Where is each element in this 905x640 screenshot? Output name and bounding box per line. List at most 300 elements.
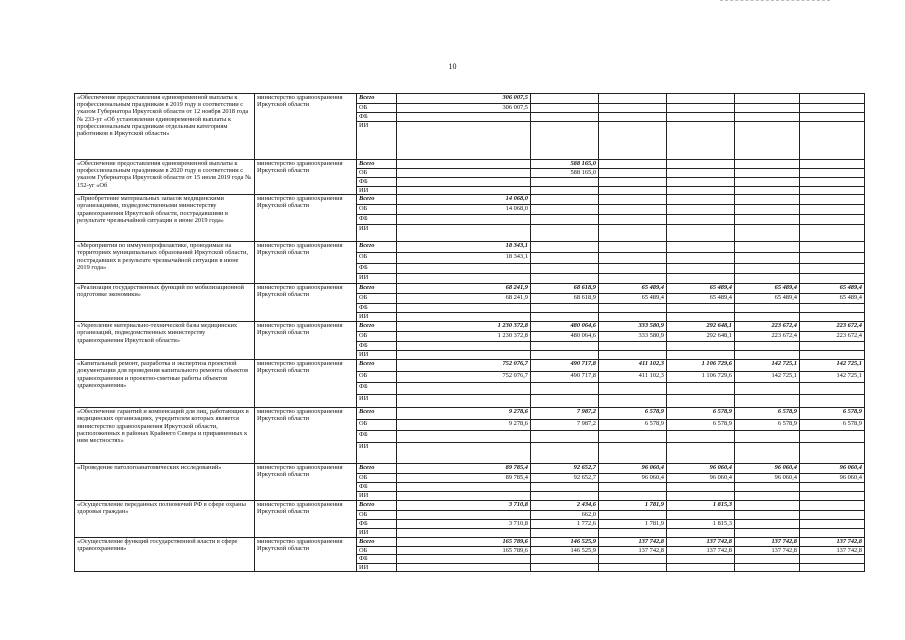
funding-source-fb: ФБ: [357, 342, 397, 351]
amount-cell: 1 781,9: [599, 501, 667, 511]
funding-source-ob: ОБ: [357, 253, 397, 264]
funding-source-total: Всего: [357, 284, 397, 294]
amount-cell: [667, 187, 735, 195]
amount-cell: 165 789,6: [397, 547, 531, 555]
funding-source-ii: ИИ: [357, 443, 397, 464]
amount-cell: [800, 225, 865, 242]
responsible-executor: министерство здравоохранения Иркутской области: [255, 160, 357, 195]
responsible-executor: министерство здравоохранения Иркутской области: [255, 538, 357, 572]
amount-cell: [599, 529, 667, 538]
amount-cell: [397, 187, 531, 195]
amount-cell: [735, 511, 800, 520]
amount-cell: [735, 492, 800, 501]
amount-cell: 1 106 729,6: [667, 372, 735, 383]
amount-cell: [735, 225, 800, 242]
amount-cell: [800, 529, 865, 538]
amount-cell: [667, 205, 735, 215]
amount-cell: [735, 205, 800, 215]
amount-cell: 137 742,8: [667, 538, 735, 547]
activity-name: «Приобретение материальных запасов медицинскими организациями, подведомственными министерству здравоохранения Иркутской области, пострадавшими в результате чрезвычайной ситуации в июне 2019 года»: [75, 195, 255, 242]
amount-cell: [735, 342, 800, 351]
amount-cell: [599, 178, 667, 187]
amount-cell: 18 343,1: [397, 242, 531, 253]
amount-cell: 137 742,8: [735, 538, 800, 547]
amount-cell: 137 742,8: [800, 547, 865, 555]
amount-cell: 1 815,3: [667, 501, 735, 511]
amount-cell: [599, 313, 667, 322]
activity-name: «Обеспечение предоставления единовременной выплаты к профессиональным праздникам в 2020 году в соответствии с указом Губернатора Иркутской области от 15 июля 2019 года № 152-уг «Об: [75, 160, 255, 195]
table-row: [75, 464, 865, 474]
funding-source-fb: ФБ: [357, 520, 397, 529]
amount-cell: [800, 443, 865, 464]
amount-cell: [531, 304, 599, 313]
amount-cell: 137 742,8: [599, 547, 667, 555]
amount-cell: 3 710,8: [397, 520, 531, 529]
amount-cell: 142 725,1: [800, 372, 865, 383]
table-row: [75, 284, 865, 294]
amount-cell: 9 278,6: [397, 408, 531, 420]
amount-cell: [667, 529, 735, 538]
amount-cell: [599, 395, 667, 408]
amount-cell: [735, 122, 800, 160]
amount-cell: [735, 483, 800, 492]
amount-cell: [531, 225, 599, 242]
funding-source-ob: ОБ: [357, 372, 397, 383]
funding-source-total: Всего: [357, 408, 397, 420]
amount-cell: [800, 431, 865, 443]
table-row: [75, 322, 865, 332]
amount-cell: [800, 195, 865, 205]
amount-cell: 1 106 729,6: [667, 360, 735, 372]
amount-cell: [397, 529, 531, 538]
amount-cell: 137 742,8: [800, 538, 865, 547]
amount-cell: 137 742,8: [735, 547, 800, 555]
amount-cell: [397, 563, 531, 571]
funding-source-ii: ИИ: [357, 122, 397, 160]
amount-cell: [735, 195, 800, 205]
amount-cell: [800, 205, 865, 215]
amount-cell: 292 648,1: [667, 332, 735, 342]
funding-source-fb: ФБ: [357, 555, 397, 563]
page-number: 10: [448, 62, 457, 71]
amount-cell: 6 578,9: [735, 408, 800, 420]
amount-cell: [599, 205, 667, 215]
amount-cell: [599, 94, 667, 104]
amount-cell: 6 578,9: [599, 420, 667, 431]
activity-name: «Укрепление материально-технической базы медицинских организаций, подведомственных министерству здравоохранения Иркутской области»: [75, 322, 255, 360]
amount-cell: [599, 264, 667, 274]
amount-cell: [397, 304, 531, 313]
amount-cell: [735, 113, 800, 122]
amount-cell: [667, 160, 735, 169]
amount-cell: [397, 395, 531, 408]
amount-cell: [531, 483, 599, 492]
amount-cell: 662,0: [531, 511, 599, 520]
funding-source-fb: ФБ: [357, 113, 397, 122]
amount-cell: [800, 555, 865, 563]
amount-cell: [397, 122, 531, 160]
amount-cell: [531, 563, 599, 571]
amount-cell: [531, 274, 599, 284]
amount-cell: [397, 342, 531, 351]
amount-cell: [667, 104, 735, 113]
amount-cell: [531, 431, 599, 443]
amount-cell: [800, 94, 865, 104]
funding-source-ii: ИИ: [357, 395, 397, 408]
amount-cell: 6 578,9: [667, 408, 735, 420]
amount-cell: [531, 529, 599, 538]
activity-name: «Осуществление функций государственной власти в сфере здравоохранения»: [75, 538, 255, 572]
amount-cell: 68 241,9: [397, 294, 531, 304]
amount-cell: [599, 555, 667, 563]
amount-cell: 65 489,4: [800, 284, 865, 294]
amount-cell: 65 489,4: [667, 284, 735, 294]
amount-cell: [397, 383, 531, 395]
amount-cell: [735, 253, 800, 264]
amount-cell: [800, 122, 865, 160]
amount-cell: 588 165,0: [531, 169, 599, 178]
amount-cell: [397, 483, 531, 492]
amount-cell: 411 102,3: [599, 372, 667, 383]
amount-cell: [667, 122, 735, 160]
amount-cell: [599, 563, 667, 571]
amount-cell: [599, 443, 667, 464]
funding-source-total: Всего: [357, 195, 397, 205]
amount-cell: 306 007,5: [397, 94, 531, 104]
amount-cell: [531, 104, 599, 113]
amount-cell: [599, 383, 667, 395]
amount-cell: [599, 169, 667, 178]
funding-source-total: Всего: [357, 464, 397, 474]
amount-cell: [800, 383, 865, 395]
amount-cell: [800, 351, 865, 360]
amount-cell: [800, 113, 865, 122]
amount-cell: 1 781,9: [599, 520, 667, 529]
amount-cell: 6 578,9: [735, 420, 800, 431]
amount-cell: [397, 225, 531, 242]
amount-cell: [735, 178, 800, 187]
amount-cell: [735, 94, 800, 104]
activity-name: «Мероприятия по иммунопрофилактике, проводимые на территориях муниципальных образований Иркутской области, пострадавших в результате чрезвычайной ситуации в июне 2019 года»: [75, 242, 255, 284]
amount-cell: [667, 563, 735, 571]
responsible-executor: министерство здравоохранения Иркутской области: [255, 360, 357, 408]
activity-name: «Обеспечение предоставления единовременной выплаты к профессиональным праздникам в 2019 году в соответствии с указом Губернатора Иркутской области от 12 ноября 2018 года № 233-уг «Об установлении единовременной выплаты к профессиональным праздникам отдельным категориям работников в Иркутской области»: [75, 94, 255, 160]
amount-cell: [667, 483, 735, 492]
funding-source-total: Всего: [357, 538, 397, 547]
funding-source-ob: ОБ: [357, 547, 397, 555]
amount-cell: [735, 529, 800, 538]
amount-cell: 7 987,2: [531, 408, 599, 420]
amount-cell: [735, 264, 800, 274]
amount-cell: [397, 160, 531, 169]
funding-source-fb: ФБ: [357, 383, 397, 395]
amount-cell: [735, 160, 800, 169]
amount-cell: [531, 187, 599, 195]
amount-cell: [531, 195, 599, 205]
amount-cell: 96 060,4: [735, 464, 800, 474]
amount-cell: [667, 313, 735, 322]
amount-cell: 65 489,4: [599, 294, 667, 304]
amount-cell: 142 725,1: [800, 360, 865, 372]
amount-cell: [667, 94, 735, 104]
amount-cell: [667, 215, 735, 225]
amount-cell: [800, 169, 865, 178]
funding-source-ob: ОБ: [357, 294, 397, 304]
amount-cell: 7 987,2: [531, 420, 599, 431]
funding-source-ii: ИИ: [357, 563, 397, 571]
amount-cell: [531, 492, 599, 501]
amount-cell: [667, 225, 735, 242]
amount-cell: 68 241,9: [397, 284, 531, 294]
amount-cell: [735, 169, 800, 178]
amount-cell: [667, 342, 735, 351]
amount-cell: 223 672,4: [800, 332, 865, 342]
amount-cell: [800, 104, 865, 113]
amount-cell: 96 060,4: [599, 474, 667, 483]
amount-cell: [800, 253, 865, 264]
amount-cell: [531, 342, 599, 351]
table-row: [75, 538, 865, 547]
amount-cell: [667, 242, 735, 253]
funding-source-total: Всего: [357, 322, 397, 332]
funding-source-ob: ОБ: [357, 511, 397, 520]
amount-cell: 96 060,4: [667, 464, 735, 474]
amount-cell: [599, 242, 667, 253]
funding-source-fb: ФБ: [357, 264, 397, 274]
amount-cell: 1 230 372,8: [397, 332, 531, 342]
amount-cell: [800, 242, 865, 253]
amount-cell: [397, 351, 531, 360]
amount-cell: [397, 443, 531, 464]
amount-cell: [397, 555, 531, 563]
funding-source-ob: ОБ: [357, 332, 397, 342]
table-row: [75, 195, 865, 205]
amount-cell: [397, 511, 531, 520]
amount-cell: 480 064,6: [531, 322, 599, 332]
amount-cell: [800, 304, 865, 313]
responsible-executor: министерство здравоохранения Иркутской области: [255, 284, 357, 322]
amount-cell: [599, 113, 667, 122]
amount-cell: 89 785,4: [397, 474, 531, 483]
amount-cell: [735, 274, 800, 284]
amount-cell: [599, 225, 667, 242]
amount-cell: [667, 195, 735, 205]
amount-cell: [735, 242, 800, 253]
amount-cell: 9 278,6: [397, 420, 531, 431]
amount-cell: [735, 555, 800, 563]
amount-cell: 1 815,3: [667, 520, 735, 529]
amount-cell: [531, 205, 599, 215]
amount-cell: 6 578,9: [667, 420, 735, 431]
funding-source-total: Всего: [357, 94, 397, 104]
funding-source-total: Всего: [357, 360, 397, 372]
funding-source-ii: ИИ: [357, 274, 397, 284]
responsible-executor: министерство здравоохранения Иркутской области: [255, 501, 357, 538]
amount-cell: [667, 264, 735, 274]
amount-cell: [397, 492, 531, 501]
amount-cell: [531, 395, 599, 408]
amount-cell: [800, 313, 865, 322]
amount-cell: [667, 253, 735, 264]
funding-source-fb: ФБ: [357, 215, 397, 225]
amount-cell: [531, 122, 599, 160]
amount-cell: 588 165,0: [531, 160, 599, 169]
funding-source-ii: ИИ: [357, 225, 397, 242]
amount-cell: [531, 383, 599, 395]
amount-cell: [667, 169, 735, 178]
funding-source-ob: ОБ: [357, 420, 397, 431]
amount-cell: [735, 431, 800, 443]
amount-cell: 1 772,6: [531, 520, 599, 529]
budget-table: [74, 93, 865, 572]
funding-source-ii: ИИ: [357, 492, 397, 501]
funding-source-ob: ОБ: [357, 169, 397, 178]
responsible-executor: министерство здравоохранения Иркутской области: [255, 195, 357, 242]
amount-cell: 65 489,4: [667, 294, 735, 304]
amount-cell: [599, 431, 667, 443]
funding-source-fb: ФБ: [357, 483, 397, 492]
amount-cell: [397, 313, 531, 322]
amount-cell: [531, 313, 599, 322]
amount-cell: [800, 511, 865, 520]
amount-cell: 490 717,8: [531, 372, 599, 383]
amount-cell: [800, 342, 865, 351]
amount-cell: [667, 113, 735, 122]
amount-cell: [531, 253, 599, 264]
amount-cell: [397, 431, 531, 443]
amount-cell: [599, 492, 667, 501]
amount-cell: [800, 563, 865, 571]
funding-source-ob: ОБ: [357, 474, 397, 483]
amount-cell: [599, 122, 667, 160]
amount-cell: 411 102,3: [599, 360, 667, 372]
amount-cell: 142 725,1: [735, 372, 800, 383]
activity-name: «Осуществление переданных полномочий РФ в сфере охраны здоровья граждан»: [75, 501, 255, 538]
amount-cell: 1 230 372,8: [397, 322, 531, 332]
amount-cell: 92 652,7: [531, 474, 599, 483]
amount-cell: [735, 383, 800, 395]
amount-cell: 65 489,4: [735, 284, 800, 294]
amount-cell: 96 060,4: [667, 474, 735, 483]
amount-cell: [531, 351, 599, 360]
amount-cell: [800, 395, 865, 408]
amount-cell: [800, 215, 865, 225]
amount-cell: 65 489,4: [599, 284, 667, 294]
amount-cell: [735, 215, 800, 225]
amount-cell: 306 007,5: [397, 104, 531, 113]
amount-cell: [599, 187, 667, 195]
responsible-executor: министерство здравоохранения Иркутской области: [255, 94, 357, 160]
amount-cell: 96 060,4: [800, 474, 865, 483]
amount-cell: [397, 178, 531, 187]
responsible-executor: министерство здравоохранения Иркутской области: [255, 242, 357, 284]
table-row: [75, 160, 865, 169]
funding-source-ii: ИИ: [357, 187, 397, 195]
amount-cell: 6 578,9: [599, 408, 667, 420]
amount-cell: [531, 242, 599, 253]
amount-cell: [735, 187, 800, 195]
funding-source-ob: ОБ: [357, 104, 397, 113]
amount-cell: [397, 113, 531, 122]
funding-source-ii: ИИ: [357, 313, 397, 322]
funding-source-fb: ФБ: [357, 431, 397, 443]
amount-cell: 333 580,9: [599, 322, 667, 332]
responsible-executor: министерство здравоохранения Иркутской области: [255, 464, 357, 501]
amount-cell: 752 076,7: [397, 372, 531, 383]
amount-cell: [531, 178, 599, 187]
funding-source-fb: ФБ: [357, 304, 397, 313]
responsible-executor: министерство здравоохранения Иркутской области: [255, 408, 357, 464]
funding-source-total: Всего: [357, 501, 397, 511]
amount-cell: 92 652,7: [531, 464, 599, 474]
amount-cell: [599, 215, 667, 225]
amount-cell: [800, 274, 865, 284]
amount-cell: 14 068,0: [397, 205, 531, 215]
amount-cell: [599, 104, 667, 113]
table-row: [75, 242, 865, 253]
amount-cell: 3 710,8: [397, 501, 531, 511]
budget-table-body: [75, 94, 865, 572]
table-row: [75, 360, 865, 372]
amount-cell: [667, 492, 735, 501]
amount-cell: [800, 520, 865, 529]
amount-cell: [667, 304, 735, 313]
amount-cell: [599, 304, 667, 313]
activity-name: «Обеспечение гарантий и компенсаций для лиц, работающих в медицинских организациях, учредителем которых является министерство здравоохранения Иркутской области, расположенных в районах Крайнего Севера и приравненных к ним местностях»: [75, 408, 255, 464]
amount-cell: [599, 253, 667, 264]
amount-cell: [599, 195, 667, 205]
amount-cell: [531, 113, 599, 122]
amount-cell: [531, 264, 599, 274]
amount-cell: 333 580,9: [599, 332, 667, 342]
amount-cell: 2 434,6: [531, 501, 599, 511]
funding-source-ob: ОБ: [357, 205, 397, 215]
amount-cell: [800, 492, 865, 501]
amount-cell: [531, 443, 599, 464]
amount-cell: [599, 351, 667, 360]
amount-cell: [735, 520, 800, 529]
responsible-executor: министерство здравоохранения Иркутской области: [255, 322, 357, 360]
amount-cell: [667, 178, 735, 187]
amount-cell: [599, 483, 667, 492]
amount-cell: 752 076,7: [397, 360, 531, 372]
amount-cell: 14 068,0: [397, 195, 531, 205]
amount-cell: [800, 483, 865, 492]
amount-cell: [667, 395, 735, 408]
amount-cell: 490 717,8: [531, 360, 599, 372]
scan-edge-mark: [720, 0, 830, 1]
amount-cell: 96 060,4: [599, 464, 667, 474]
amount-cell: [735, 351, 800, 360]
amount-cell: 223 672,4: [800, 322, 865, 332]
amount-cell: 165 789,6: [397, 538, 531, 547]
amount-cell: [800, 264, 865, 274]
amount-cell: [397, 169, 531, 178]
amount-cell: 146 525,9: [531, 538, 599, 547]
amount-cell: 480 064,6: [531, 332, 599, 342]
amount-cell: [735, 104, 800, 113]
amount-cell: 292 648,1: [667, 322, 735, 332]
table-row: [75, 408, 865, 420]
amount-cell: [667, 511, 735, 520]
activity-name: «Капитальный ремонт, разработка и экспертиза проектной документации для проведения капитального ремонта объектов здравоохранения и проектно-сметные работы объектов здравоохранения»: [75, 360, 255, 408]
amount-cell: [735, 304, 800, 313]
amount-cell: [800, 501, 865, 511]
amount-cell: [531, 555, 599, 563]
amount-cell: 146 525,9: [531, 547, 599, 555]
amount-cell: [531, 215, 599, 225]
amount-cell: [667, 274, 735, 284]
